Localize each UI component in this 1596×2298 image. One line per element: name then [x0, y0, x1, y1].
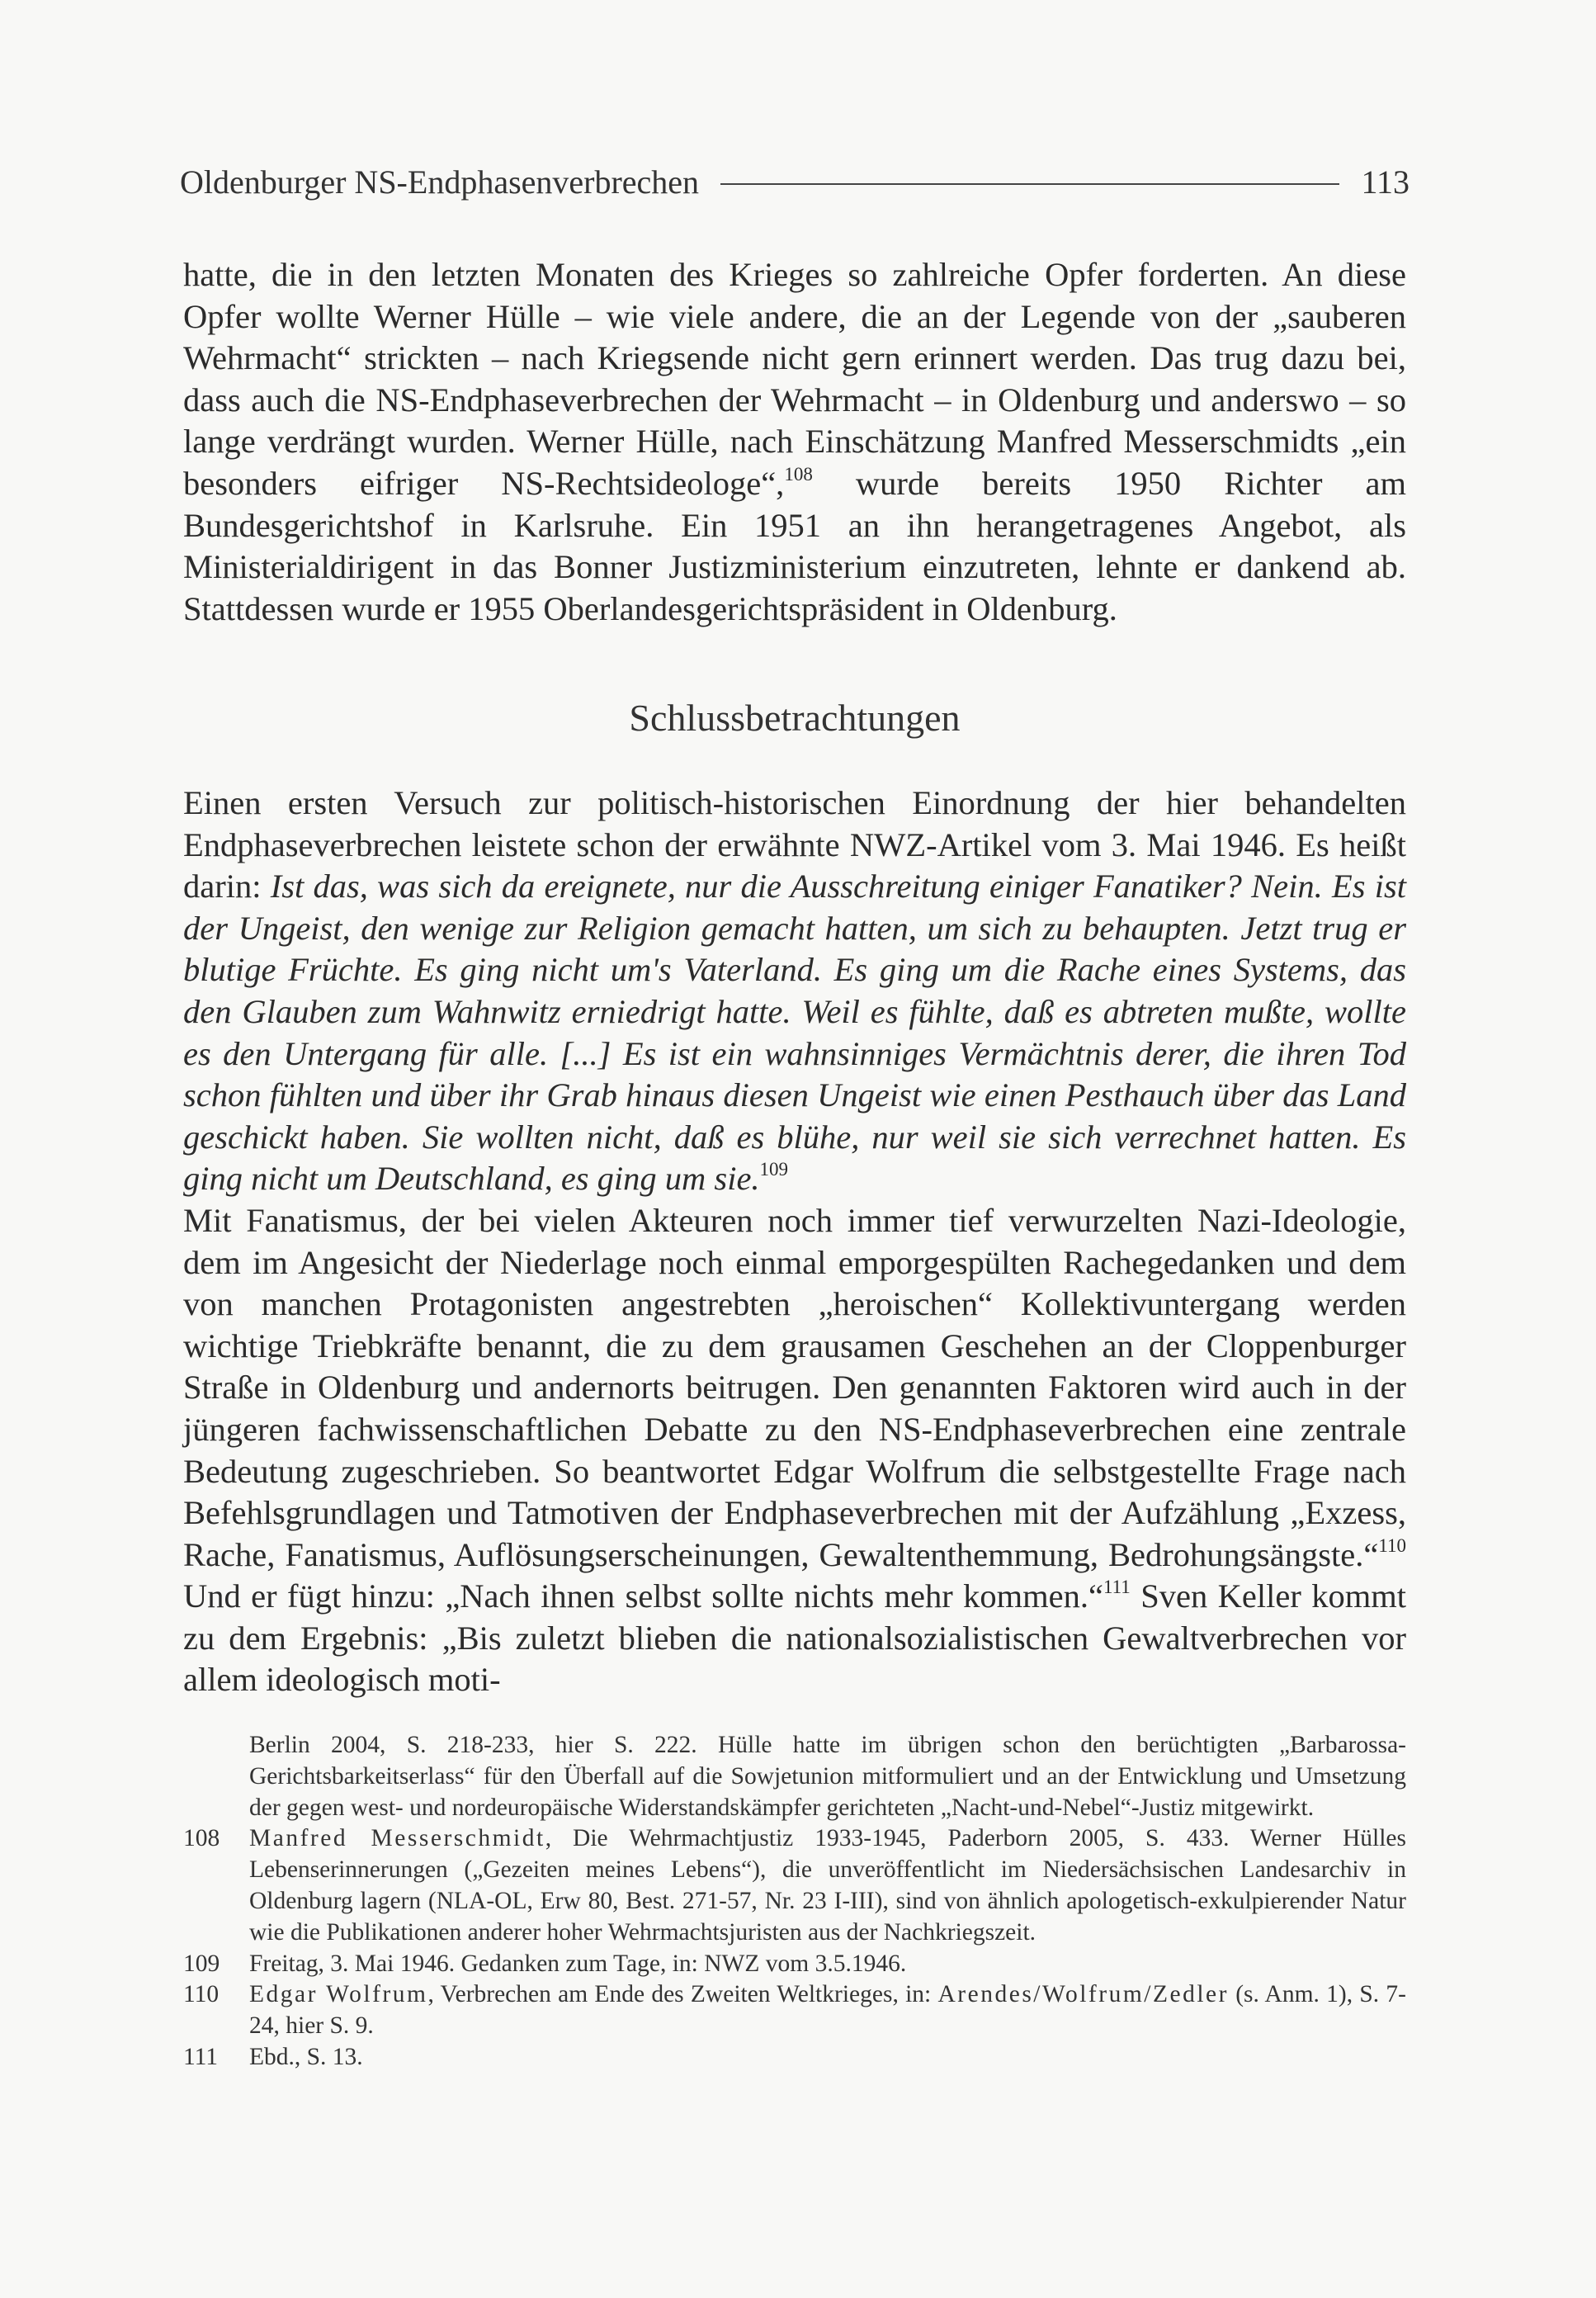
footnote-number: 110 — [183, 1981, 220, 2008]
section-1 — [183, 254, 1406, 630]
section-2 — [183, 783, 1406, 1701]
paragraph-text: wurde bereits 1950 Richter am Bundesgerichtshof in Karlsruhe. Ein 1951 an ihn herangetragenes Angebot, als Ministerialdirigent in das Bonner Justizministerium einzutreten, lehnte er dankend ab. Stattdessen wurde er 1955 Oberlandesgerichtspräsident in Oldenburg. — [183, 464, 1406, 627]
footnote-ref: 108 — [784, 463, 813, 485]
footnote-text — [249, 1979, 1406, 2042]
paragraph-text: Und er fügt hinzu: „Nach ihnen selbst sollte nichts mehr kommen.“ — [183, 1577, 1104, 1615]
footnote-ref: 111 — [1103, 1577, 1131, 1598]
footnote-number: 111 — [183, 2043, 219, 2070]
footnote — [183, 1979, 1406, 2042]
footnote-body: , Verbrechen am Ende des Zweiten Weltkrieges, in: — [427, 1981, 938, 2008]
paragraph — [183, 254, 1406, 630]
paragraph-text: hatte, die in den letzten Monaten des Krieges so zahlreiche Opfer forderten. An diese Opfer wollte Werner Hülle – wie viele andere, die an der Legende von der „sauberen Wehrmacht“ strickten – nach Kriegsende nicht gern erinnert werden. Das trug dazu bei, dass auch die NS-Endphaseverbrechen der Wehrmacht – in Oldenburg und anderswo – so lange verdrängt wurden. Werner Hülle, nach Einschätzung Manfred Messerschmidts „ein besonders eifriger NS-Rechtsideologe“, — [183, 256, 1406, 502]
page-number: 113 — [1361, 163, 1409, 201]
footnote-number: 109 — [183, 1950, 220, 1977]
paragraph-text: Einen ersten Versuch zur politisch-historischen Einordnung der hier behandelten Endphaseverbrechen leistete schon der erwähnte NWZ-Artikel vom 3. Mai 1946. Es heißt darin: — [183, 784, 1406, 905]
footnote-continuation: Berlin 2004, S. 218-233, hier S. 222. Hülle hatte im übrigen schon den berüchtigten „Barbarossa-Gerichtsbarkeitserlass“ für den Überfall auf die Sowjetunion mitformuliert und an der Entwicklung und Umsetzung der gegen west- und nordeuropäische Widerstandskämpfer gerichteten „Nacht-und-Nebel“-Justiz mitgewirkt. — [249, 1732, 1406, 1821]
footnote-text: Ebd., S. 13. — [249, 2043, 363, 2070]
footnote-body: , Die Wehrmachtjustiz 1933-1945, Paderborn 2005, S. 433. Werner Hülles Lebenserinnerungen („Gezeiten meines Lebens“), die unveröffentlicht im Niedersächsischen Landesarchiv in Oldenburg lagern (NLA-OL, Erw 80, Best. 271-57, Nr. 23 I-III), sind von ähnlich apologetisch-exkulpierender Natur wie die Publikationen anderer hoher Wehrmachtsjuristen aus der Nachkriegszeit. — [249, 1825, 1406, 1946]
footnote-body: (s. Anm. 1), S. 7-24, hier S. 9. — [249, 1981, 1406, 2040]
paragraph-text: Mit Fanatismus, der bei vielen Akteuren noch immer tief verwurzelten Nazi-Ideologie, dem im Angesicht der Niederlage noch einmal emporgespülten Rachegedanken und dem von manchen Protagonisten angestrebten „heroischen“ Kollektivuntergang werden wichtige Triebkräfte benannt, die zu dem grausamen Geschehen an der Cloppenburger Straße in Oldenburg und andernorts beitrugen. Den genannten Faktoren wird auch in der jüngeren fachwissenschaftlichen Debatte zu den NS-Endphaseverbrechen eine zentrale Bedeutung zugeschrieben. So beantwortet Edgar Wolfrum die selbstgestellte Frage nach Befehlsgrundlagen und Tatmotiven der Endphaseverbrechen mit der Aufzählung „Exzess, Rache, Fanatismus, Auflösungserscheinungen, Gewaltenthemmung, Bedrohungsängste.“ — [183, 1201, 1406, 1573]
section-heading: Schlussbetrachtungen — [629, 697, 961, 739]
running-head — [180, 157, 1409, 206]
footnote-author: Edgar Wolfrum — [249, 1981, 428, 2008]
footnote-number: 108 — [183, 1825, 220, 1852]
running-head-title: Oldenburger NS-Endphasenverbrechen — [180, 163, 700, 201]
footnote-text — [249, 1823, 1406, 1948]
quotation: Ist das, was sich da ereignete, nur die Ausschreitung einiger Fanatiker? Nein. Es ist der Ungeist, den wenige zur Religion gemacht hatten, um sich zu behaupten. Jetzt trug er blutige Früchte. Es ging nicht um's Vaterland. Es ging um die Rache eines Systems, das den Glauben zum Wahnwitz erniedrigt hatte. Weil es fühlte, daß es abtreten mußte, wollte es den Untergang für alle. [...] Es ist ein wahnsinniges Vermächtnis derer, die ihren Tod schon fühlten und über ihr Grab hinaus diesen Ungeist wie einen Pesthauch über das Land geschickt haben. Sie wollten nicht, daß es blühe, nur weil sie sich verrechnet hatten. Es ging nicht um Deutschland, es ging um sie. — [183, 868, 1406, 1198]
footnote — [183, 1949, 1406, 1980]
footnote-ref: 110 — [1378, 1534, 1406, 1556]
footnote-editors: Arendes/Wolfrum/Zedler — [937, 1981, 1229, 2008]
footnotes — [183, 1730, 1406, 2073]
running-head-rule — [720, 183, 1339, 185]
paragraph — [183, 783, 1406, 1200]
footnote-ref: 109 — [759, 1159, 789, 1180]
footnote — [183, 1823, 1406, 1948]
footnote-text: Freitag, 3. Mai 1946. Gedanken zum Tage, in: NWZ vom 3.5.1946. — [249, 1950, 907, 1977]
paragraph-text: Sven Keller kommt zu dem Ergebnis: „Bis zuletzt blieben die nationalsozialistischen Gewaltverbrechen vor allem ideologisch moti- — [183, 1577, 1407, 1699]
footnote-author: Manfred Messerschmidt — [249, 1825, 545, 1852]
paragraph — [183, 1200, 1406, 1701]
footnote — [183, 2042, 1406, 2073]
